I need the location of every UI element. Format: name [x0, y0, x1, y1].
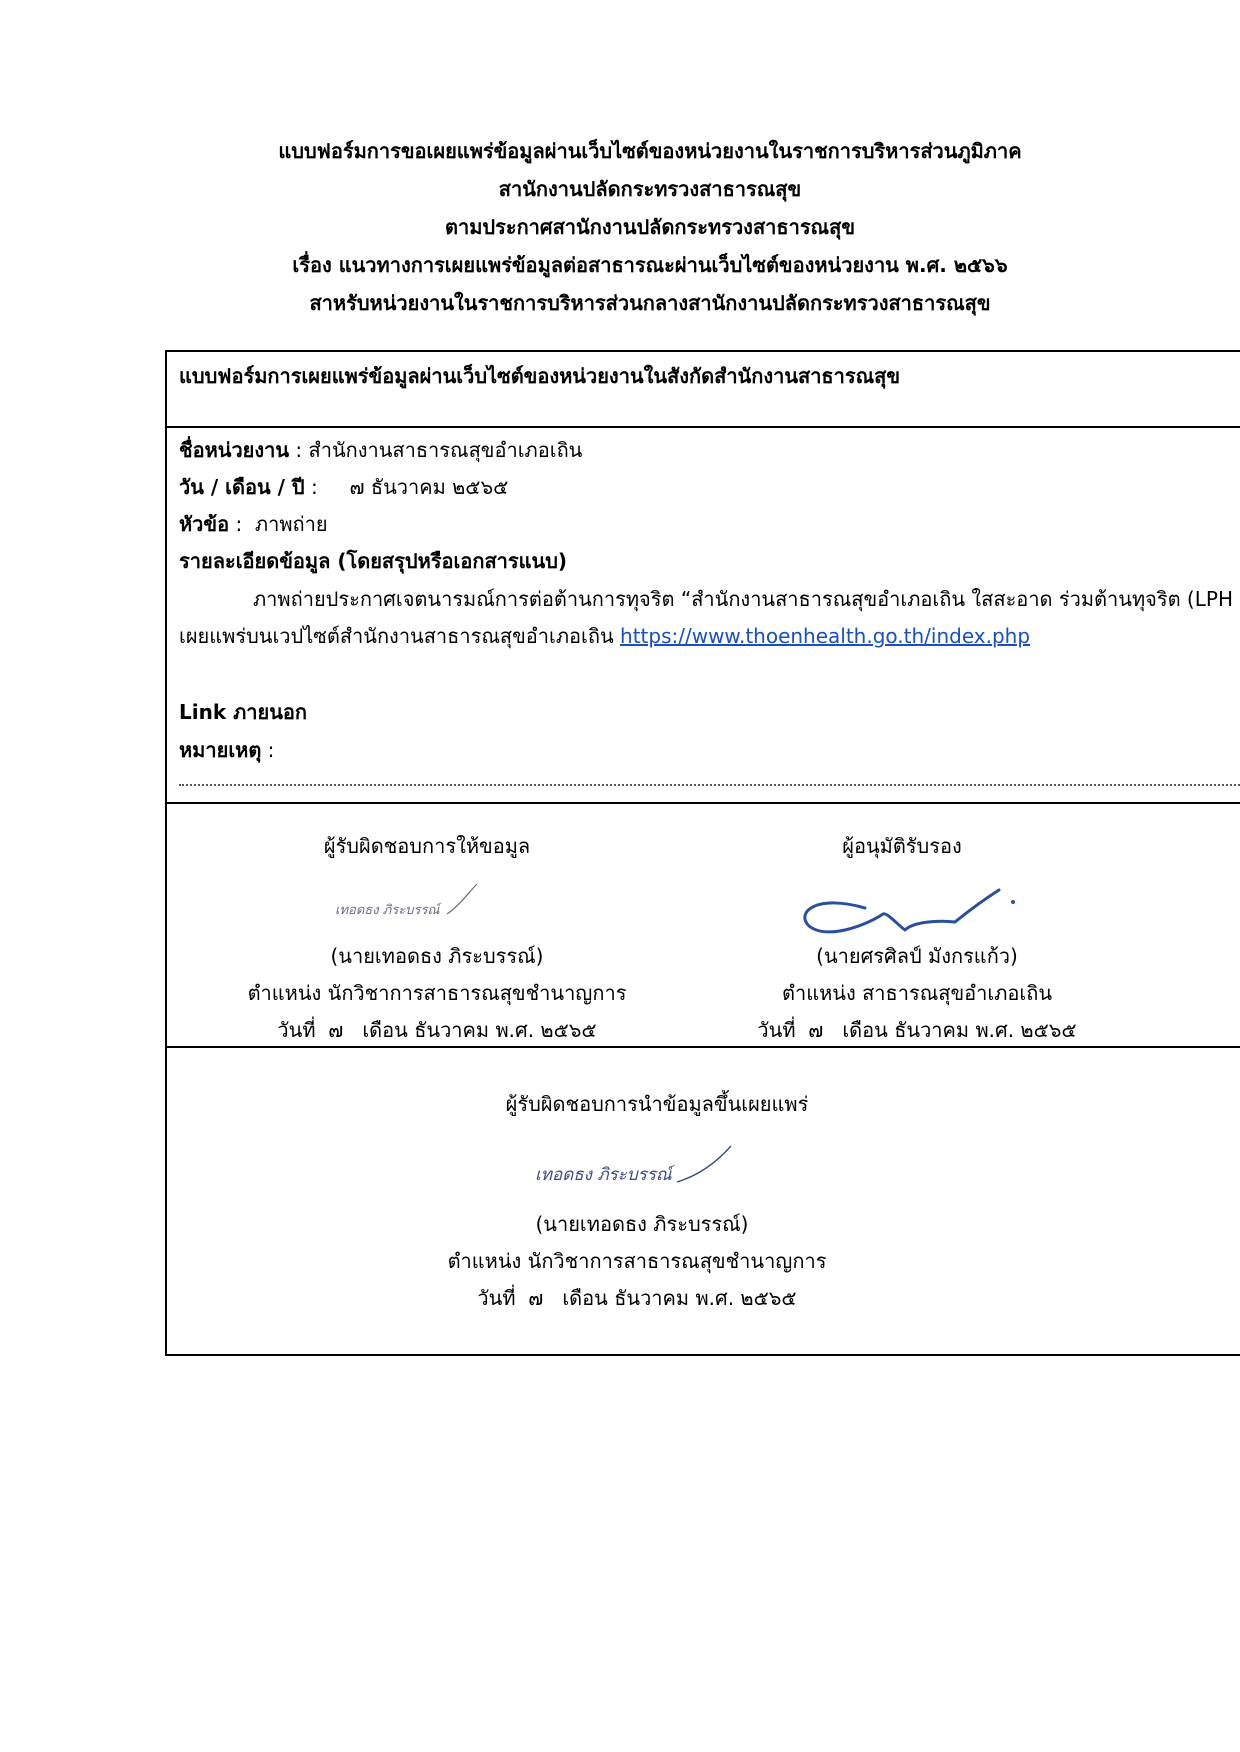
- approver-role: ผู้อนุมัติรับรอง: [842, 834, 962, 858]
- detail-link[interactable]: https://www.thoenhealth.go.th/index.php: [620, 624, 1031, 648]
- header-line-2: สานักงานปลัดกระทรวงสาธารณสุข: [498, 177, 802, 201]
- approver-date: วันที่ ๗ เดือน ธันวาคม พ.ศ. ๒๕๖๕: [757, 1018, 1077, 1042]
- remark-dotted-line: [179, 784, 1240, 786]
- unit-label: ชื่อหน่วยงาน: [179, 438, 290, 462]
- divider-signatures: [167, 1046, 1240, 1048]
- remark-value: :: [261, 738, 275, 762]
- header-line-5: สาหรับหน่วยงานในราชการบริหารส่วนกลางสานักงานปลัดกระทรวงสาธารณสุข: [309, 291, 991, 315]
- approver-name: (นายศรศิลป์ มังกรแก้ว): [816, 944, 1018, 968]
- remark-label: หมายเหตุ: [179, 738, 262, 762]
- header-line-1: แบบฟอร์มการขอเผยแพร่ข้อมูลผ่านเว็บไซต์ของหน่วยงานในราชการบริหารส่วนภูมิภาค: [278, 139, 1022, 163]
- provider-position: ตำแหน่ง นักวิชาการสาธารณสุขชำนาญการ: [247, 981, 627, 1005]
- publisher-position: ตำแหน่ง นักวิชาการสาธารณสุขชำนาญการ: [447, 1249, 827, 1273]
- header-line-3: ตามประกาศสานักงานปลัดกระทรวงสาธารณสุข: [444, 215, 855, 239]
- provider-date: วันที่ ๗ เดือน ธันวาคม พ.ศ. ๒๕๖๕: [277, 1018, 597, 1042]
- topic-value: : ภาพถ่าย: [235, 512, 328, 536]
- publisher-role: ผู้รับผิดชอบการนำข้อมูลขึ้นเผยแพร่: [505, 1092, 809, 1116]
- detail-label: รายละเอียดข้อมูล (โดยสรุปหรือเอกสารแนบ): [179, 549, 568, 573]
- detail-line-2: [179, 622, 1030, 650]
- external-link-label: Link ภายนอก: [179, 700, 308, 724]
- provider-signature: [327, 880, 527, 934]
- date-row: [179, 473, 508, 501]
- publisher-date: วันที่ ๗ เดือน ธันวาคม พ.ศ. ๒๕๖๕: [477, 1286, 797, 1310]
- topic-label: หัวข้อ: [179, 512, 230, 536]
- publisher-signature: [527, 1142, 767, 1202]
- provider-role: ผู้รับผิดชอบการให้ขอมูล: [323, 834, 531, 858]
- topic-row: [179, 510, 328, 538]
- divider-remark: [167, 802, 1240, 804]
- provider-signature-text: เทอดธง ภิระบรรณ์: [335, 903, 440, 918]
- provider-name: (นายเทอดธง ภิระบรรณ์): [330, 944, 544, 968]
- approver-position: ตำแหน่ง สาธารณสุขอำเภอเถิน: [781, 981, 1053, 1005]
- approver-signature: [787, 864, 1027, 948]
- date-label: วัน / เดือน / ปี: [179, 475, 305, 499]
- detail-line-1: ภาพถ่ายประกาศเจตนารมณ์การต่อต้านการทุจริต “สำนักงานสาธารณสุขอำเภอเถิน ใสสะอาด ร่วมต้านทุจริต (LPH: [253, 587, 1233, 611]
- divider-title: [167, 426, 1240, 428]
- detail-line-2-text: เผยแพร่บนเวปไซต์สำนักงานสาธารณสุขอำเภอเถิน: [179, 624, 621, 648]
- unit-row: [179, 436, 582, 464]
- document-header: [0, 132, 1240, 322]
- publisher-signature-text: เทอดธง ภิระบรรณ์: [535, 1165, 672, 1185]
- header-line-4: เรื่อง แนวทางการเผยแพร่ข้อมูลต่อสาธารณะผ่านเว็บไซต์ของหน่วยงาน พ.ศ. ๒๕๖๖: [292, 253, 1008, 277]
- unit-value: : สำนักงานสาธารณสุขอำเภอเถิน: [295, 438, 583, 462]
- form-box: [165, 350, 1240, 1356]
- publisher-name: (นายเทอดธง ภิระบรรณ์): [535, 1212, 749, 1236]
- remark-row: [179, 736, 274, 764]
- box-title: แบบฟอร์มการเผยแพร่ข้อมูลผ่านเว็บไซต์ของหน่วยงานในสังกัดสำนักงานสาธารณสุข: [179, 364, 901, 388]
- date-value: : ๗ ธันวาคม ๒๕๖๕: [310, 475, 509, 499]
